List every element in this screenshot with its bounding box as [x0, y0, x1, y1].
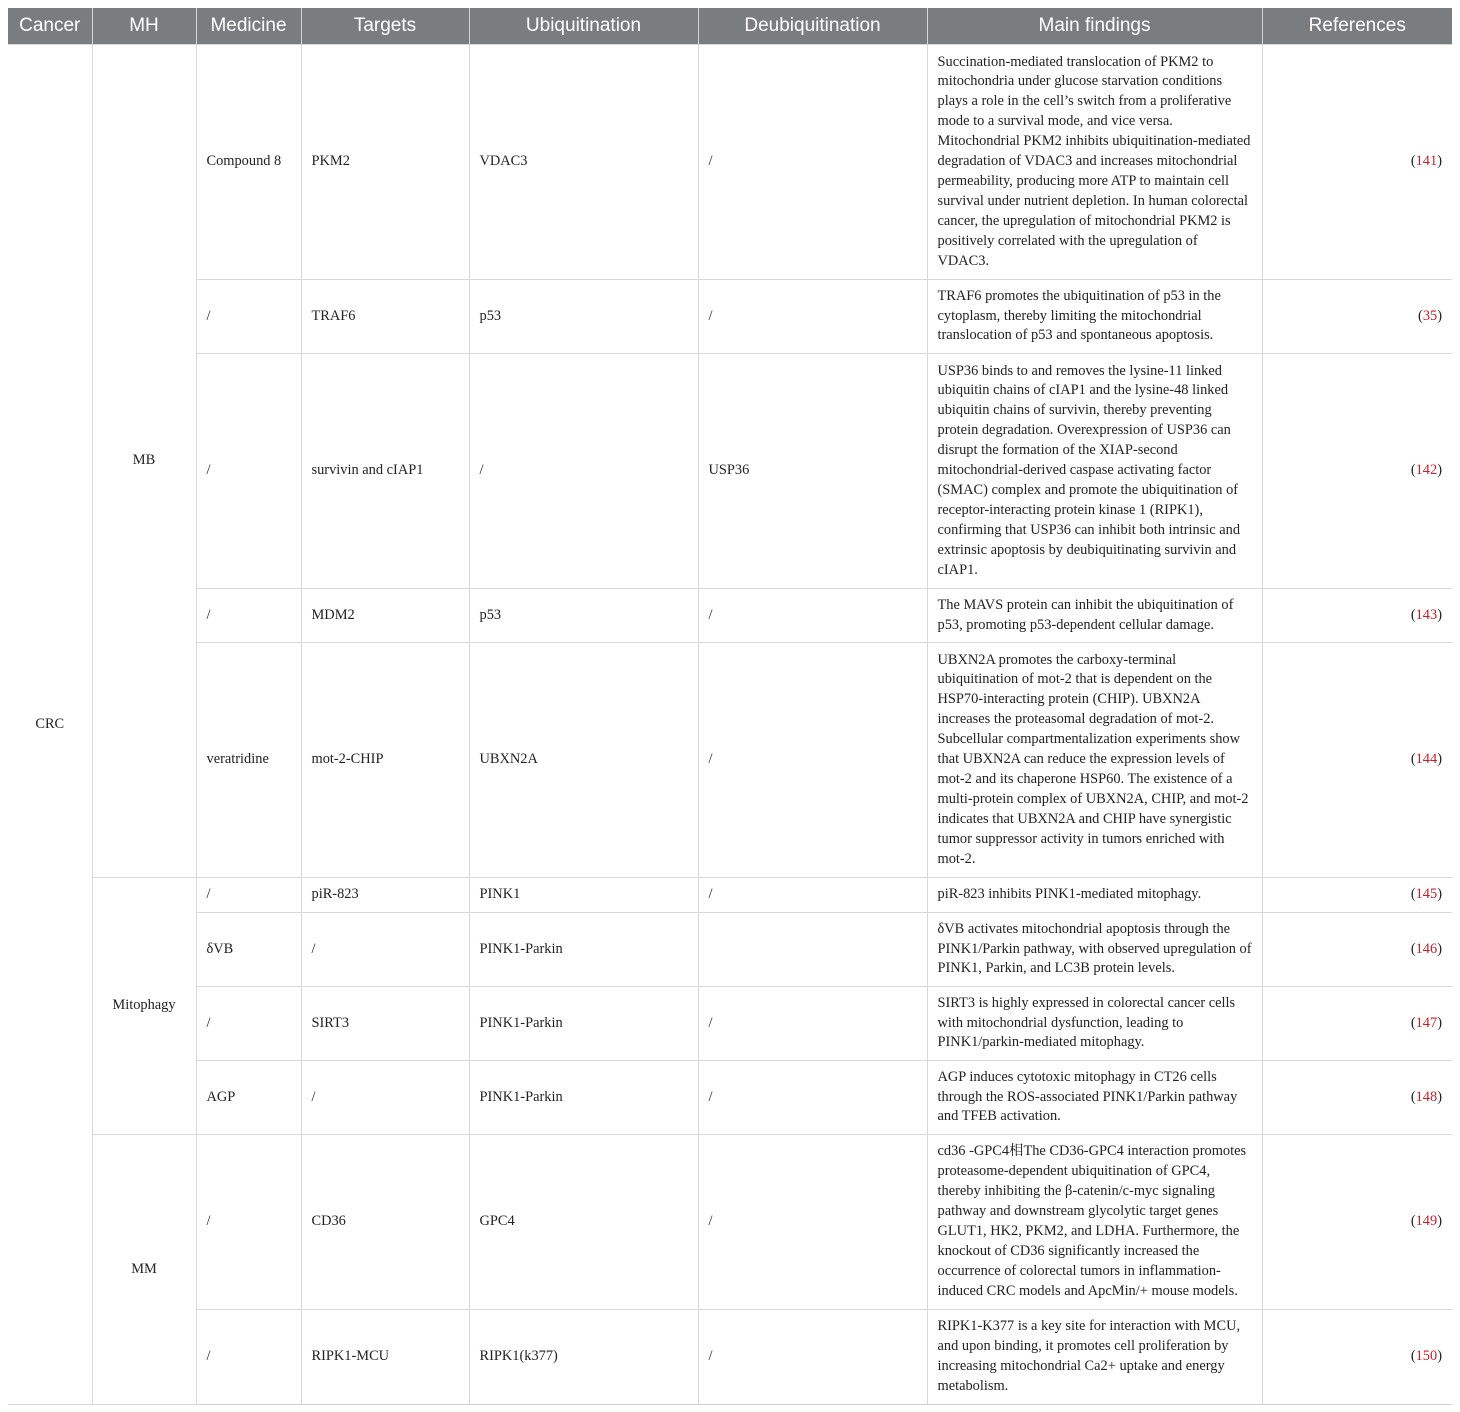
ubiquitination-cell: / — [469, 354, 698, 589]
reference-cell: (141) — [1262, 45, 1452, 280]
targets-cell: PKM2 — [301, 45, 469, 280]
reference-cell: (147) — [1262, 987, 1452, 1061]
findings-cell: Succination-mediated translocation of PKM2 to mitochondria under glucose starvation conditions plays a role in the cell’s switch from a proliferative mode to a survival mode, and vice versa. Mitochondrial PKM2 inhibits ubiquitination-mediated degradation of VDAC3 and increases mitochondrial permeability, producing more ATP to maintain cell survival under nutrient depletion. In human colorectal cancer, the upregulation of mitochondrial PKM2 is positively correlated with the upregulation of VDAC3. — [927, 45, 1262, 280]
header-mh: MH — [92, 8, 196, 45]
reference-cell: (149) — [1262, 1135, 1452, 1310]
ubiquitination-cell: PINK1-Parkin — [469, 1061, 698, 1135]
data-table — [8, 8, 1452, 1405]
targets-cell: / — [301, 913, 469, 987]
medicine-cell: / — [196, 354, 301, 589]
targets-cell: survivin and cIAP1 — [301, 354, 469, 589]
table-row — [8, 280, 1452, 354]
deubiquitination-cell: / — [698, 643, 927, 878]
table-row — [8, 1061, 1452, 1135]
ubiquitination-cell: PINK1-Parkin — [469, 987, 698, 1061]
reference-cell: (148) — [1262, 1061, 1452, 1135]
table-row — [8, 589, 1452, 643]
findings-cell: piR-823 inhibits PINK1-mediated mitophagy. — [927, 878, 1262, 913]
medicine-cell: veratridine — [196, 643, 301, 878]
reference-link[interactable]: 142 — [1415, 462, 1438, 479]
deubiquitination-cell: / — [698, 878, 927, 913]
targets-cell: MDM2 — [301, 589, 469, 643]
ubiquitination-cell: PINK1 — [469, 878, 698, 913]
table-row — [8, 987, 1452, 1061]
reference-cell: (144) — [1262, 643, 1452, 878]
table-row — [8, 1310, 1452, 1405]
table-container — [8, 8, 1452, 1405]
findings-cell: The MAVS protein can inhibit the ubiquitination of p53, promoting p53-dependent cellular damage. — [927, 589, 1262, 643]
reference-cell: (143) — [1262, 589, 1452, 643]
targets-cell: piR-823 — [301, 878, 469, 913]
targets-cell: / — [301, 1061, 469, 1135]
ubiquitination-cell: GPC4 — [469, 1135, 698, 1310]
reference-cell: (142) — [1262, 354, 1452, 589]
medicine-cell: / — [196, 1135, 301, 1310]
findings-cell: RIPK1-K377 is a key site for interaction with MCU, and upon binding, it promotes cell proliferation by increasing mitochondrial Ca2+ uptake and energy metabolism. — [927, 1310, 1262, 1405]
findings-cell: USP36 binds to and removes the lysine-11 linked ubiquitin chains of cIAP1 and the lysine-48 linked ubiquitin chains of survivin, thereby preventing protein degradation. Overexpression of USP36 can disrupt the formation of the XIAP-second mitochondrial-derived caspase activating factor (SMAC) complex and promote the ubiquitination of receptor-interacting protein kinase 1 (RIPK1), confirming that USP36 can inhibit both intrinsic and extrinsic apoptosis by deubiquitinating survivin and cIAP1. — [927, 354, 1262, 589]
header-main-findings: Main findings — [927, 8, 1262, 45]
deubiquitination-cell — [698, 913, 927, 987]
deubiquitination-cell: / — [698, 589, 927, 643]
medicine-cell: / — [196, 878, 301, 913]
medicine-cell: Compound 8 — [196, 45, 301, 280]
table-row — [8, 643, 1452, 878]
deubiquitination-cell: / — [698, 1310, 927, 1405]
reference-cell: (35) — [1262, 280, 1452, 354]
table-row — [8, 1135, 1452, 1310]
targets-cell: mot-2-CHIP — [301, 643, 469, 878]
table-row — [8, 45, 1452, 280]
findings-cell: UBXN2A promotes the carboxy-terminal ubiquitination of mot-2 that is dependent on the HSP70-interacting protein (CHIP). UBXN2A increases the proteasomal degradation of mot-2. Subcellular compartmentalization experiments show that UBXN2A can reduce the expression levels of mot-2 and its chaperone HSP60. The existence of a multi-protein complex of UBXN2A, CHIP, and mot-2 indicates that UBXN2A and CHIP have synergistic tumor suppressor activity in tumors enriched with mot-2. — [927, 643, 1262, 878]
targets-cell: TRAF6 — [301, 280, 469, 354]
reference-link[interactable]: 148 — [1415, 1088, 1438, 1105]
mh-cell-mm: MM — [92, 1135, 196, 1405]
medicine-cell: / — [196, 1310, 301, 1405]
reference-link[interactable]: 147 — [1415, 1014, 1438, 1031]
medicine-cell: δVB — [196, 913, 301, 987]
deubiquitination-cell: / — [698, 45, 927, 280]
deubiquitination-cell: / — [698, 987, 927, 1061]
header-references: References — [1262, 8, 1452, 45]
reference-link[interactable]: 141 — [1415, 153, 1438, 170]
ubiquitination-cell: PINK1-Parkin — [469, 913, 698, 987]
ubiquitination-cell: RIPK1(k377) — [469, 1310, 698, 1405]
table-row — [8, 354, 1452, 589]
findings-cell: δVB activates mitochondrial apoptosis through the PINK1/Parkin pathway, with observed upregulation of PINK1, Parkin, and LC3B protein levels. — [927, 913, 1262, 987]
findings-cell: TRAF6 promotes the ubiquitination of p53 in the cytoplasm, thereby limiting the mitochondrial translocation of p53 and spontaneous apoptosis. — [927, 280, 1262, 354]
ubiquitination-cell: p53 — [469, 280, 698, 354]
deubiquitination-cell: USP36 — [698, 354, 927, 589]
findings-cell: cd36 -GPC4相The CD36-GPC4 interaction promotes proteasome-dependent ubiquitination of GPC4, thereby inhibiting the β-catenin/c-myc signaling pathway and downstream glycolytic target genes GLUT1, HK2, PKM2, and LDHA. Furthermore, the knockout of CD36 significantly increased the occurrence of colorectal tumors in inflammation-induced CRC models and ApcMin/+ mouse models. — [927, 1135, 1262, 1310]
reference-link[interactable]: 145 — [1415, 886, 1438, 903]
header-medicine: Medicine — [196, 8, 301, 45]
medicine-cell: / — [196, 280, 301, 354]
reference-link[interactable]: 35 — [1422, 307, 1438, 324]
reference-cell: (145) — [1262, 878, 1452, 913]
reference-link[interactable]: 149 — [1415, 1213, 1438, 1230]
deubiquitination-cell: / — [698, 1061, 927, 1135]
deubiquitination-cell: / — [698, 1135, 927, 1310]
header-ubiquitination: Ubiquitination — [469, 8, 698, 45]
medicine-cell: / — [196, 589, 301, 643]
header-row — [8, 8, 1452, 45]
ubiquitination-cell: UBXN2A — [469, 643, 698, 878]
targets-cell: SIRT3 — [301, 987, 469, 1061]
header-targets: Targets — [301, 8, 469, 45]
reference-link[interactable]: 150 — [1415, 1348, 1438, 1365]
targets-cell: CD36 — [301, 1135, 469, 1310]
reference-cell: (146) — [1262, 913, 1452, 987]
findings-cell: SIRT3 is highly expressed in colorectal cancer cells with mitochondrial dysfunction, leading to PINK1/parkin-mediated mitophagy. — [927, 987, 1262, 1061]
reference-link[interactable]: 146 — [1415, 940, 1438, 957]
reference-link[interactable]: 144 — [1415, 751, 1438, 768]
table-row — [8, 913, 1452, 987]
medicine-cell: / — [196, 987, 301, 1061]
reference-link[interactable]: 143 — [1415, 606, 1438, 623]
medicine-cell: AGP — [196, 1061, 301, 1135]
header-cancer: Cancer — [8, 8, 92, 45]
targets-cell: RIPK1-MCU — [301, 1310, 469, 1405]
header-deubiquitination: Deubiquitination — [698, 8, 927, 45]
mh-cell-mitophagy: Mitophagy — [92, 878, 196, 1135]
reference-cell: (150) — [1262, 1310, 1452, 1405]
findings-cell: AGP induces cytotoxic mitophagy in CT26 cells through the ROS-associated PINK1/Parkin pathway and TFEB activation. — [927, 1061, 1262, 1135]
ubiquitination-cell: p53 — [469, 589, 698, 643]
deubiquitination-cell: / — [698, 280, 927, 354]
table-row — [8, 878, 1452, 913]
cancer-cell: CRC — [8, 45, 92, 1405]
ubiquitination-cell: VDAC3 — [469, 45, 698, 280]
mh-cell-mb: MB — [92, 45, 196, 878]
